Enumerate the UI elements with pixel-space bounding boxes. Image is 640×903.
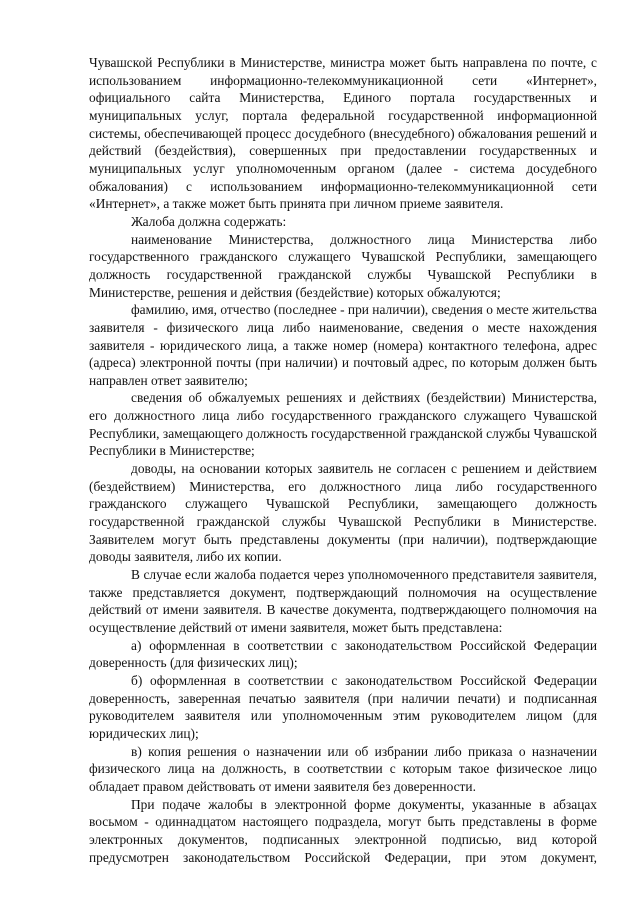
paragraph-appealed-decisions: сведения об обжалуемых решениях и действиях (бездействии) Министерства, его должностного лица либо государственного гражданского служащего Чувашской Республики, замещающего должность государственной гражданской службы Чувашской Республики в Министерстве; xyxy=(89,390,597,459)
paragraph-complaint-contents-heading: Жалоба должна содержать: xyxy=(131,213,287,229)
paragraph-complaint-channels: Чувашской Республики в Министерстве, министра может быть направлена по почте, с использованием информационно-телекоммуникационной сети «Интернет», официального сайта Министерства, Единого портала государственных и муниципальных услуг, портала федеральной государственной информационной системы, обеспечивающей процесс досудебного (внесудебного) обжалования решений и действий (бездействия), совершенных при предоставлении государственных и муниципальных услуг уполномоченным органом (далее - система досудебного обжалования) с использованием информационно-телекоммуникационной сети «Интернет», а также может быть принята при личном приеме заявителя. xyxy=(89,55,597,212)
paragraph-ministry-name: наименование Министерства, должностного лица Министерства либо государственного гражданского служащего Чувашской Республики, замещающего должность государственной гражданской службы Чувашской Республики в Министерстве, решения и действия (бездействие) которых обжалуются; xyxy=(89,231,597,300)
paragraph-electronic-form: При подаче жалобы в электронной форме документы, указанные в абзацах восьмом - одиннадцатом настоящего подраздела, могут быть представлены в форме электронных документов, подписанных электронной подписью, вид которой предусмотрен законодательством Российской Федерации, при этом документ, xyxy=(89,796,597,865)
paragraph-arguments: доводы, на основании которых заявитель не согласен с решением и действием (бездействием) Министерства, его должностного лица либо государственного гражданского служащего Чувашской Республики, замещающего должность государственной гражданской службы Чувашской Республики в Министерстве. Заявителем могут быть представлены документы (при наличии), подтверждающие доводы заявителя, либо их копии. xyxy=(89,461,597,565)
paragraph-representative: В случае если жалоба подается через уполномоченного представителя заявителя, также представляется документ, подтверждающий полномочия на осуществление действий от имени заявителя. В качестве документа, подтверждающего полномочия на осуществление действий от имени заявителя, может быть представлена: xyxy=(89,567,597,635)
paragraph-applicant-details: фамилию, имя, отчество (последнее - при наличии), сведения о месте жительства заявителя - физического лица либо наименование, сведения о месте нахождения заявителя - юридического лица, а также номер (номера) контактного телефона, адрес (адреса) электронной почты (при наличии) и почтовый адрес, по которым должен быть направлен ответ заявителю; xyxy=(89,302,597,388)
paragraph-item-a: а) оформленная в соответствии с законодательством Российской Федерации доверенность (для физических лиц); xyxy=(89,637,597,671)
document-page xyxy=(89,54,597,866)
paragraph-item-c: в) копия решения о назначении или об избрании либо приказа о назначении физического лица на должность, в соответствии с которым такое физическое лицо обладает правом действовать от имени заявителя без доверенности. xyxy=(89,743,597,794)
paragraph-item-b: б) оформленная в соответствии с законодательством Российской Федерации доверенность, заверенная печатью заявителя (при наличии печати) и подписанная руководителем заявителя или уполномоченным этим руководителем лицом (для юридических лиц); xyxy=(89,672,597,741)
